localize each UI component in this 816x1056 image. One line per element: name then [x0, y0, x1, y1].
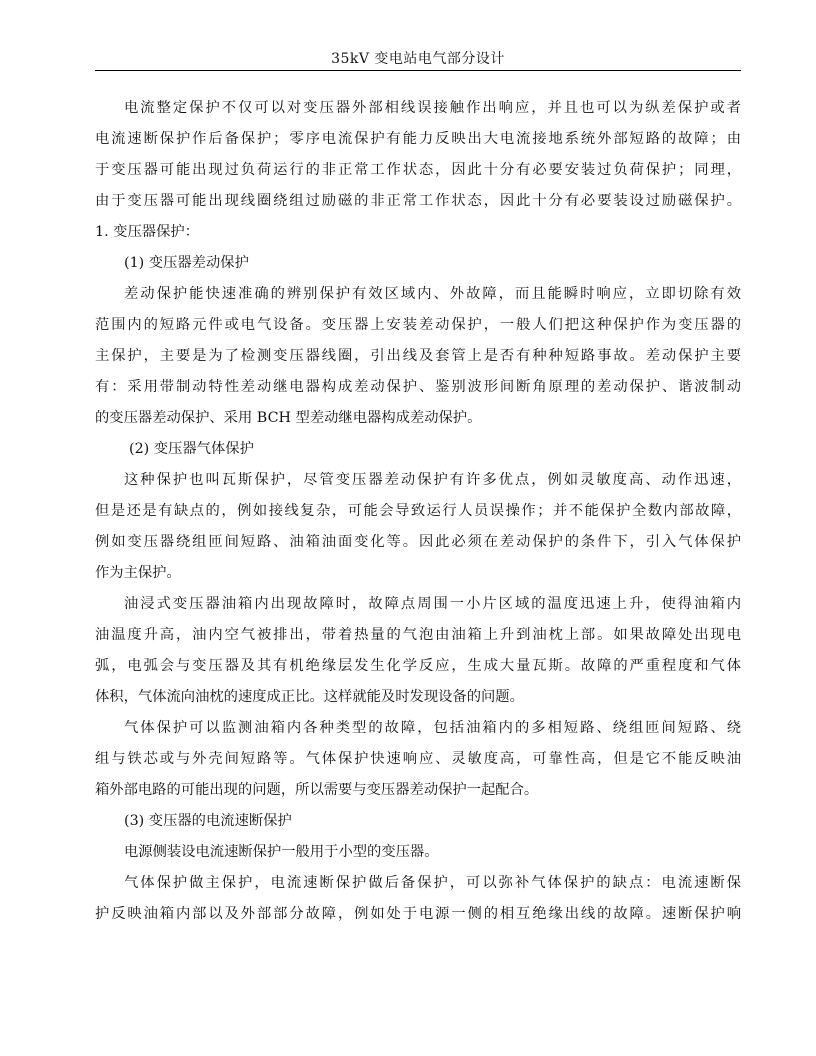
body-line-22: 组与铁芯或与外壳间短路等。气体保护快速响应、灵敏度高，可靠性高，但是它不能反映油 [95, 751, 741, 767]
section-heading-transformer-protection: 1. 变压器保护： [95, 224, 199, 240]
document-body [95, 93, 741, 930]
body-line-23: 箱外部电路的可能出现的问题，所以需要与变压器差动保护一起配合。 [95, 782, 539, 798]
body-line-13: 这种保护也叫瓦斯保护，尽管变压器差动保护有许多优点，例如灵敏度高、动作迅速， [124, 472, 741, 488]
body-line-4: 由于变压器可能出现线圈绕组过励磁的非正常工作状态，因此十分有必要装设过励磁保护。 [95, 193, 741, 209]
header-divider [95, 70, 741, 71]
subheading-differential-protection: (1) 变压器差动保护 [124, 255, 249, 271]
body-line-25: 电源侧装设电流速断保护一般用于小型的变压器。 [124, 844, 439, 860]
body-line-3: 于变压器可能出现过负荷运行的非正常工作状态，因此十分有必要安装过负荷保护；同理， [95, 162, 741, 178]
body-line-16: 作为主保护。 [95, 565, 181, 581]
body-line-17: 油浸式变压器油箱内出现故障时，故障点周围一小片区域的温度迅速上升，使得油箱内 [124, 596, 741, 612]
body-line-21: 气体保护可以监测油箱内各种类型的故障，包括油箱内的多相短路、绕组匝间短路、绕 [124, 720, 741, 736]
body-line-10: 有：采用带制动特性差动继电器构成差动保护、鉴别波形间断角原理的差动保护、谐波制动 [95, 379, 741, 395]
body-line-14: 但是还是有缺点的，例如接线复杂，可能会导致运行人员误操作；并不能保护全数内部故障， [95, 503, 741, 519]
subheading-gas-protection: (2) 变压器气体保护 [129, 441, 254, 457]
body-line-20: 体积，气体流向油枕的速度成正比。这样就能及时发现设备的问题。 [95, 689, 524, 705]
body-line-18: 油温度升高，油内空气被排出，带着热量的气泡由油箱上升到油枕上部。如果故障处出现电 [95, 627, 741, 643]
body-line-8: 范围内的短路元件或电气设备。变压器上安装差动保护，一般人们把这种保护作为变压器的 [95, 317, 741, 333]
page-header-title: 35kV 变电站电气部分设计 [331, 51, 505, 67]
body-line-27: 护反映油箱内部以及外部部分故障，例如处于电源一侧的相互绝缘出线的故障。速断保护响 [95, 906, 741, 922]
body-line-15: 例如变压器绕组匝间短路、油箱油面变化等。因此必须在差动保护的条件下，引入气体保护 [95, 534, 741, 550]
body-line-1: 电流整定保护不仅可以对变压器外部相线误接触作出响应，并且也可以为纵差保护或者 [124, 100, 741, 116]
body-line-9: 主保护，主要是为了检测变压器线圈，引出线及套管上是否有种种短路事故。差动保护主要 [95, 348, 741, 364]
body-line-7: 差动保护能快速准确的辨别保护有效区域内、外故障，而且能瞬时响应，立即切除有效 [124, 286, 741, 302]
subheading-current-quick-break-protection: (3) 变压器的电流速断保护 [124, 813, 292, 829]
body-line-11: 的变压器差动保护、采用 BCH 型差动继电器构成差动保护。 [95, 410, 482, 426]
body-line-19: 弧，电弧会与变压器及其有机绝缘层发生化学反应，生成大量瓦斯。故障的严重程度和气体 [95, 658, 741, 674]
body-line-26: 气体保护做主保护，电流速断保护做后备保护，可以弥补气体保护的缺点：电流速断保 [124, 875, 741, 891]
body-line-2: 电流速断保护作后备保护；零序电流保护有能力反映出大电流接地系统外部短路的故障；由 [95, 131, 741, 147]
